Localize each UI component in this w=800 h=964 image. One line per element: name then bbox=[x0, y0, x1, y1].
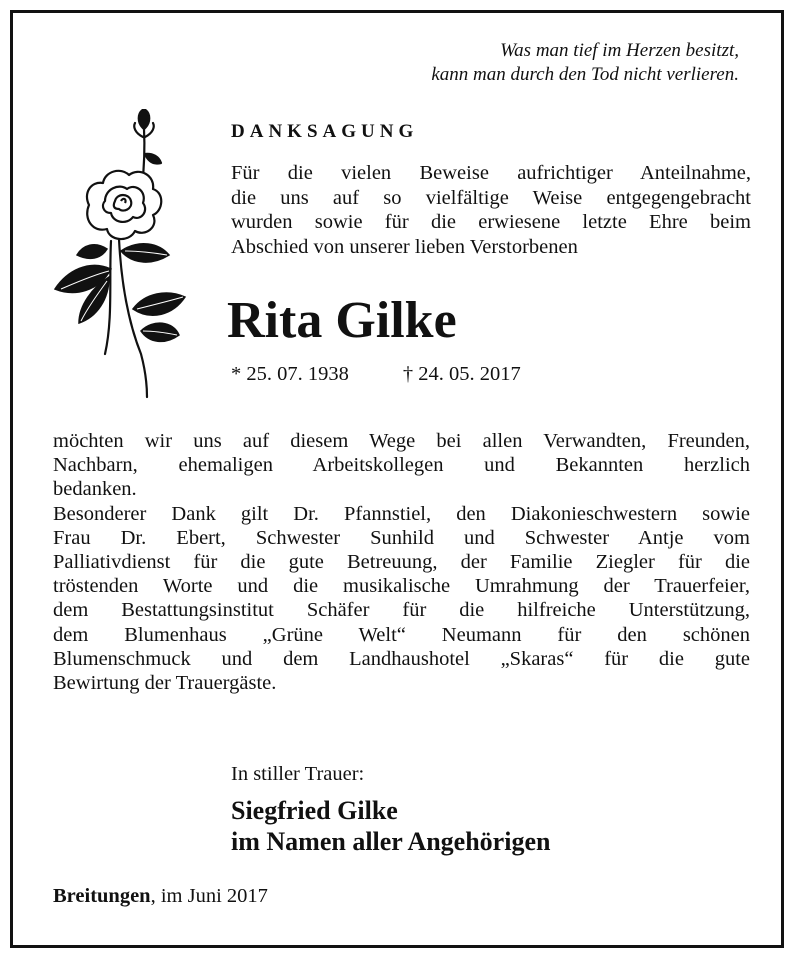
intro-paragraph bbox=[231, 161, 751, 259]
body-line: Bewirtung der Trauergäste. bbox=[53, 672, 277, 695]
heading-danksagung: DANKSAGUNG bbox=[231, 121, 419, 142]
place-date bbox=[53, 885, 268, 908]
body-line: Frau Dr. Ebert, Schwester Sunhild und Schwester Antje vom bbox=[53, 526, 750, 549]
body-line: Palliativdienst für die gute Betreuung, der Familie Ziegler für die bbox=[53, 551, 750, 574]
signer-subtitle: im Namen aller Angehörigen bbox=[231, 827, 551, 856]
intro-line: Abschied von unserer lieben Verstorbenen bbox=[231, 235, 578, 258]
body-line: dem Blumenhaus „Grüne Welt“ Neumann für den schönen bbox=[53, 623, 750, 646]
birth-date: * 25. 07. 1938 bbox=[231, 363, 349, 385]
signer-block bbox=[231, 795, 550, 857]
thanks-paragraph bbox=[53, 429, 750, 695]
body-line: tröstenden Worte und die musikalische Umrahmung der Trauerfeier, bbox=[53, 575, 750, 598]
place-town: Breitungen bbox=[53, 885, 151, 907]
quote-line: Was man tief im Herzen besitzt, bbox=[500, 40, 739, 61]
rose-icon bbox=[49, 109, 199, 399]
body-line: dem Bestattungsinstitut Schäfer für die hilfreiche Unterstützung, bbox=[53, 599, 750, 622]
mourning-label: In stiller Trauer: bbox=[231, 763, 365, 785]
intro-line: die uns auf so vielfältige Weise entgegengebracht bbox=[231, 186, 751, 209]
quote-line: kann man durch den Tod nicht verlieren. bbox=[431, 64, 739, 85]
obituary-notice bbox=[10, 10, 784, 948]
body-line: Besonderer Dank gilt Dr. Pfannstiel, den Diakonieschwestern sowie bbox=[53, 502, 750, 525]
intro-line: wurden sowie für die erwiesene letzte Ehre beim bbox=[231, 211, 751, 233]
signer-name: Siegfried Gilke bbox=[231, 796, 398, 825]
body-line: bedanken. bbox=[53, 478, 137, 501]
body-line: möchten wir uns auf diesem Wege bei allen Verwandten, Freunden, bbox=[53, 430, 750, 452]
epigraph-quote bbox=[319, 39, 739, 87]
body-line: Blumenschmuck und dem Landhaushotel „Skaras“ für die gute bbox=[53, 647, 750, 670]
death-date: † 24. 05. 2017 bbox=[402, 363, 521, 385]
life-dates bbox=[231, 363, 521, 386]
intro-line: Für die vielen Beweise aufrichtiger Anteilnahme, bbox=[231, 162, 751, 184]
place-date-text: , im Juni 2017 bbox=[150, 885, 268, 907]
body-line: Nachbarn, ehemaligen Arbeitskollegen und Bekannten herzlich bbox=[53, 454, 750, 477]
deceased-name: Rita Gilke bbox=[227, 292, 457, 349]
